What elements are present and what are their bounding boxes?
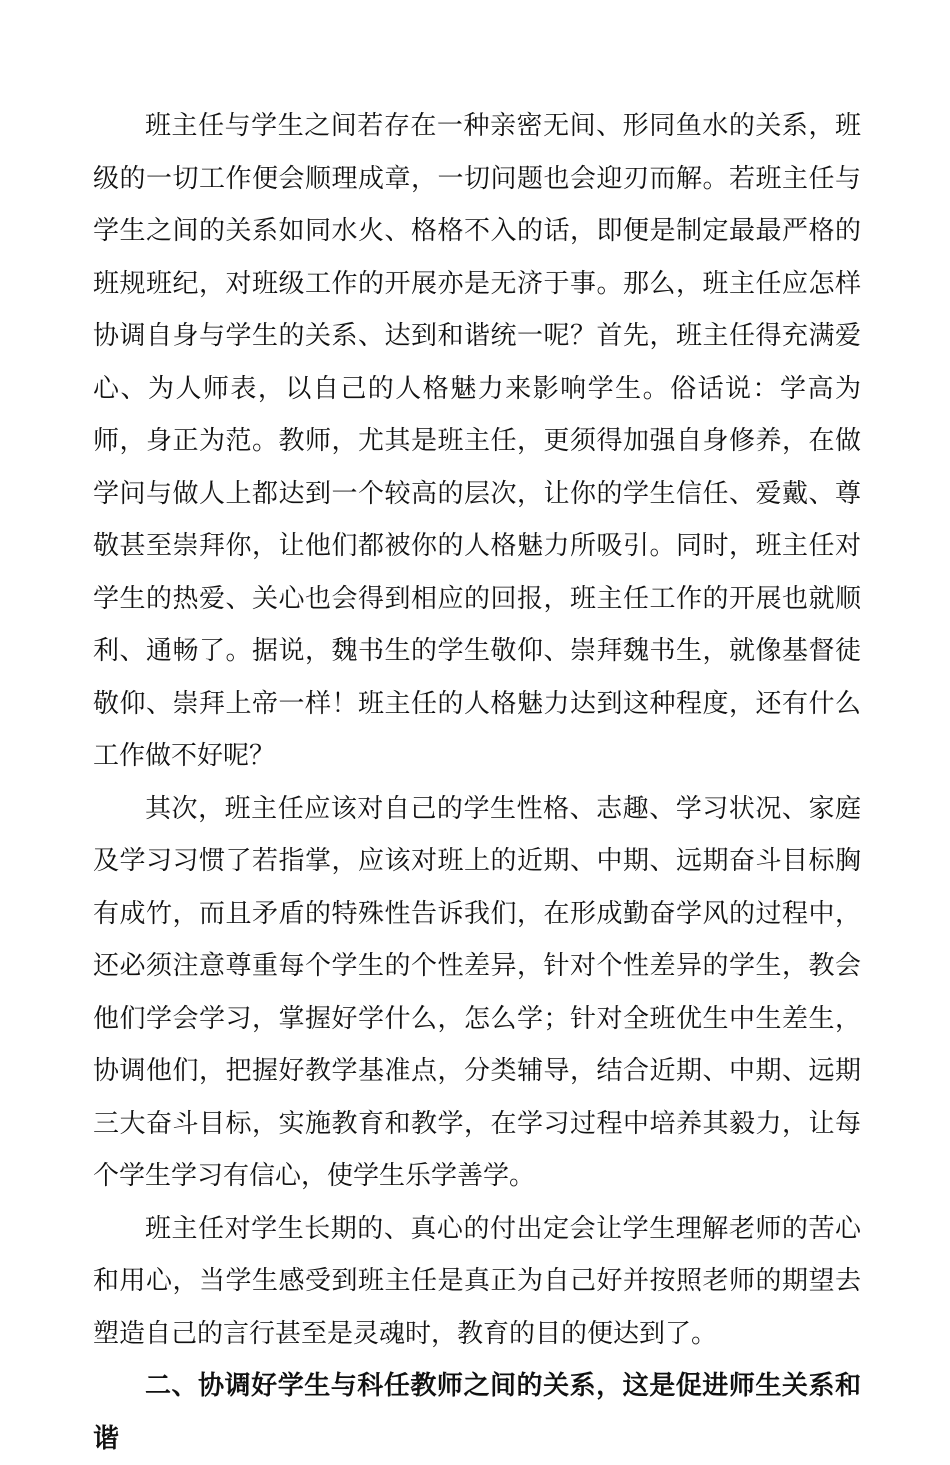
paragraph-3: 班主任对学生长期的、真心的付出定会让学生理解老师的苦心和用心，当学生感受到班主任是真正为自己好并按照老师的期望去塑造自己的言行甚至是灵魂时，教育的目的便达到了。 <box>93 1213 861 1349</box>
document-body <box>93 100 861 1465</box>
paragraph-1: 班主任与学生之间若存在一种亲密无间、形同鱼水的关系，班级的一切工作便会顺理成章，一切问题也会迎刃而解。若班主任与学生之间的关系如同水火、格格不入的话，即便是制定最最严格的班规班纪，对班级工作的开展亦是无济于事。那么，班主任应怎样协调自身与学生的关系、达到和谐统一呢？首先，班主任得充满爱心、为人师表，以自己的人格魅力来影响学生。俗话说：学高为师，身正为范。教师，尤其是班主任，更须得加强自身修养，在做学问与做人上都达到一个较高的层次，让你的学生信任、爱戴、尊敬甚至崇拜你，让他们都被你的人格魅力所吸引。同时，班主任对学生的热爱、关心也会得到相应的回报，班主任工作的开展也就顺利、通畅了。据说，魏书生的学生敬仰、崇拜魏书生，就像基督徒敬仰、崇拜上帝一样！班主任的人格魅力达到这种程度，还有什么工作做不好呢？ <box>93 111 861 771</box>
section-heading: 二、协调好学生与科任教师之间的关系，这是促进师生关系和谐 <box>93 1371 861 1454</box>
paragraph-2: 其次，班主任应该对自己的学生性格、志趣、学习状况、家庭及学习习惯了若指掌，应该对班上的近期、中期、远期奋斗目标胸有成竹，而且矛盾的特殊性告诉我们，在形成勤奋学风的过程中，还必须注意尊重每个学生的个性差异，针对个性差异的学生，教会他们学会学习，掌握好学什么，怎么学；针对全班优生中生差生，协调他们，把握好教学基准点，分类辅导，结合近期、中期、远期三大奋斗目标，实施教育和教学，在学习过程中培养其毅力，让每个学生学习有信心，使学生乐学善学。 <box>93 793 861 1191</box>
